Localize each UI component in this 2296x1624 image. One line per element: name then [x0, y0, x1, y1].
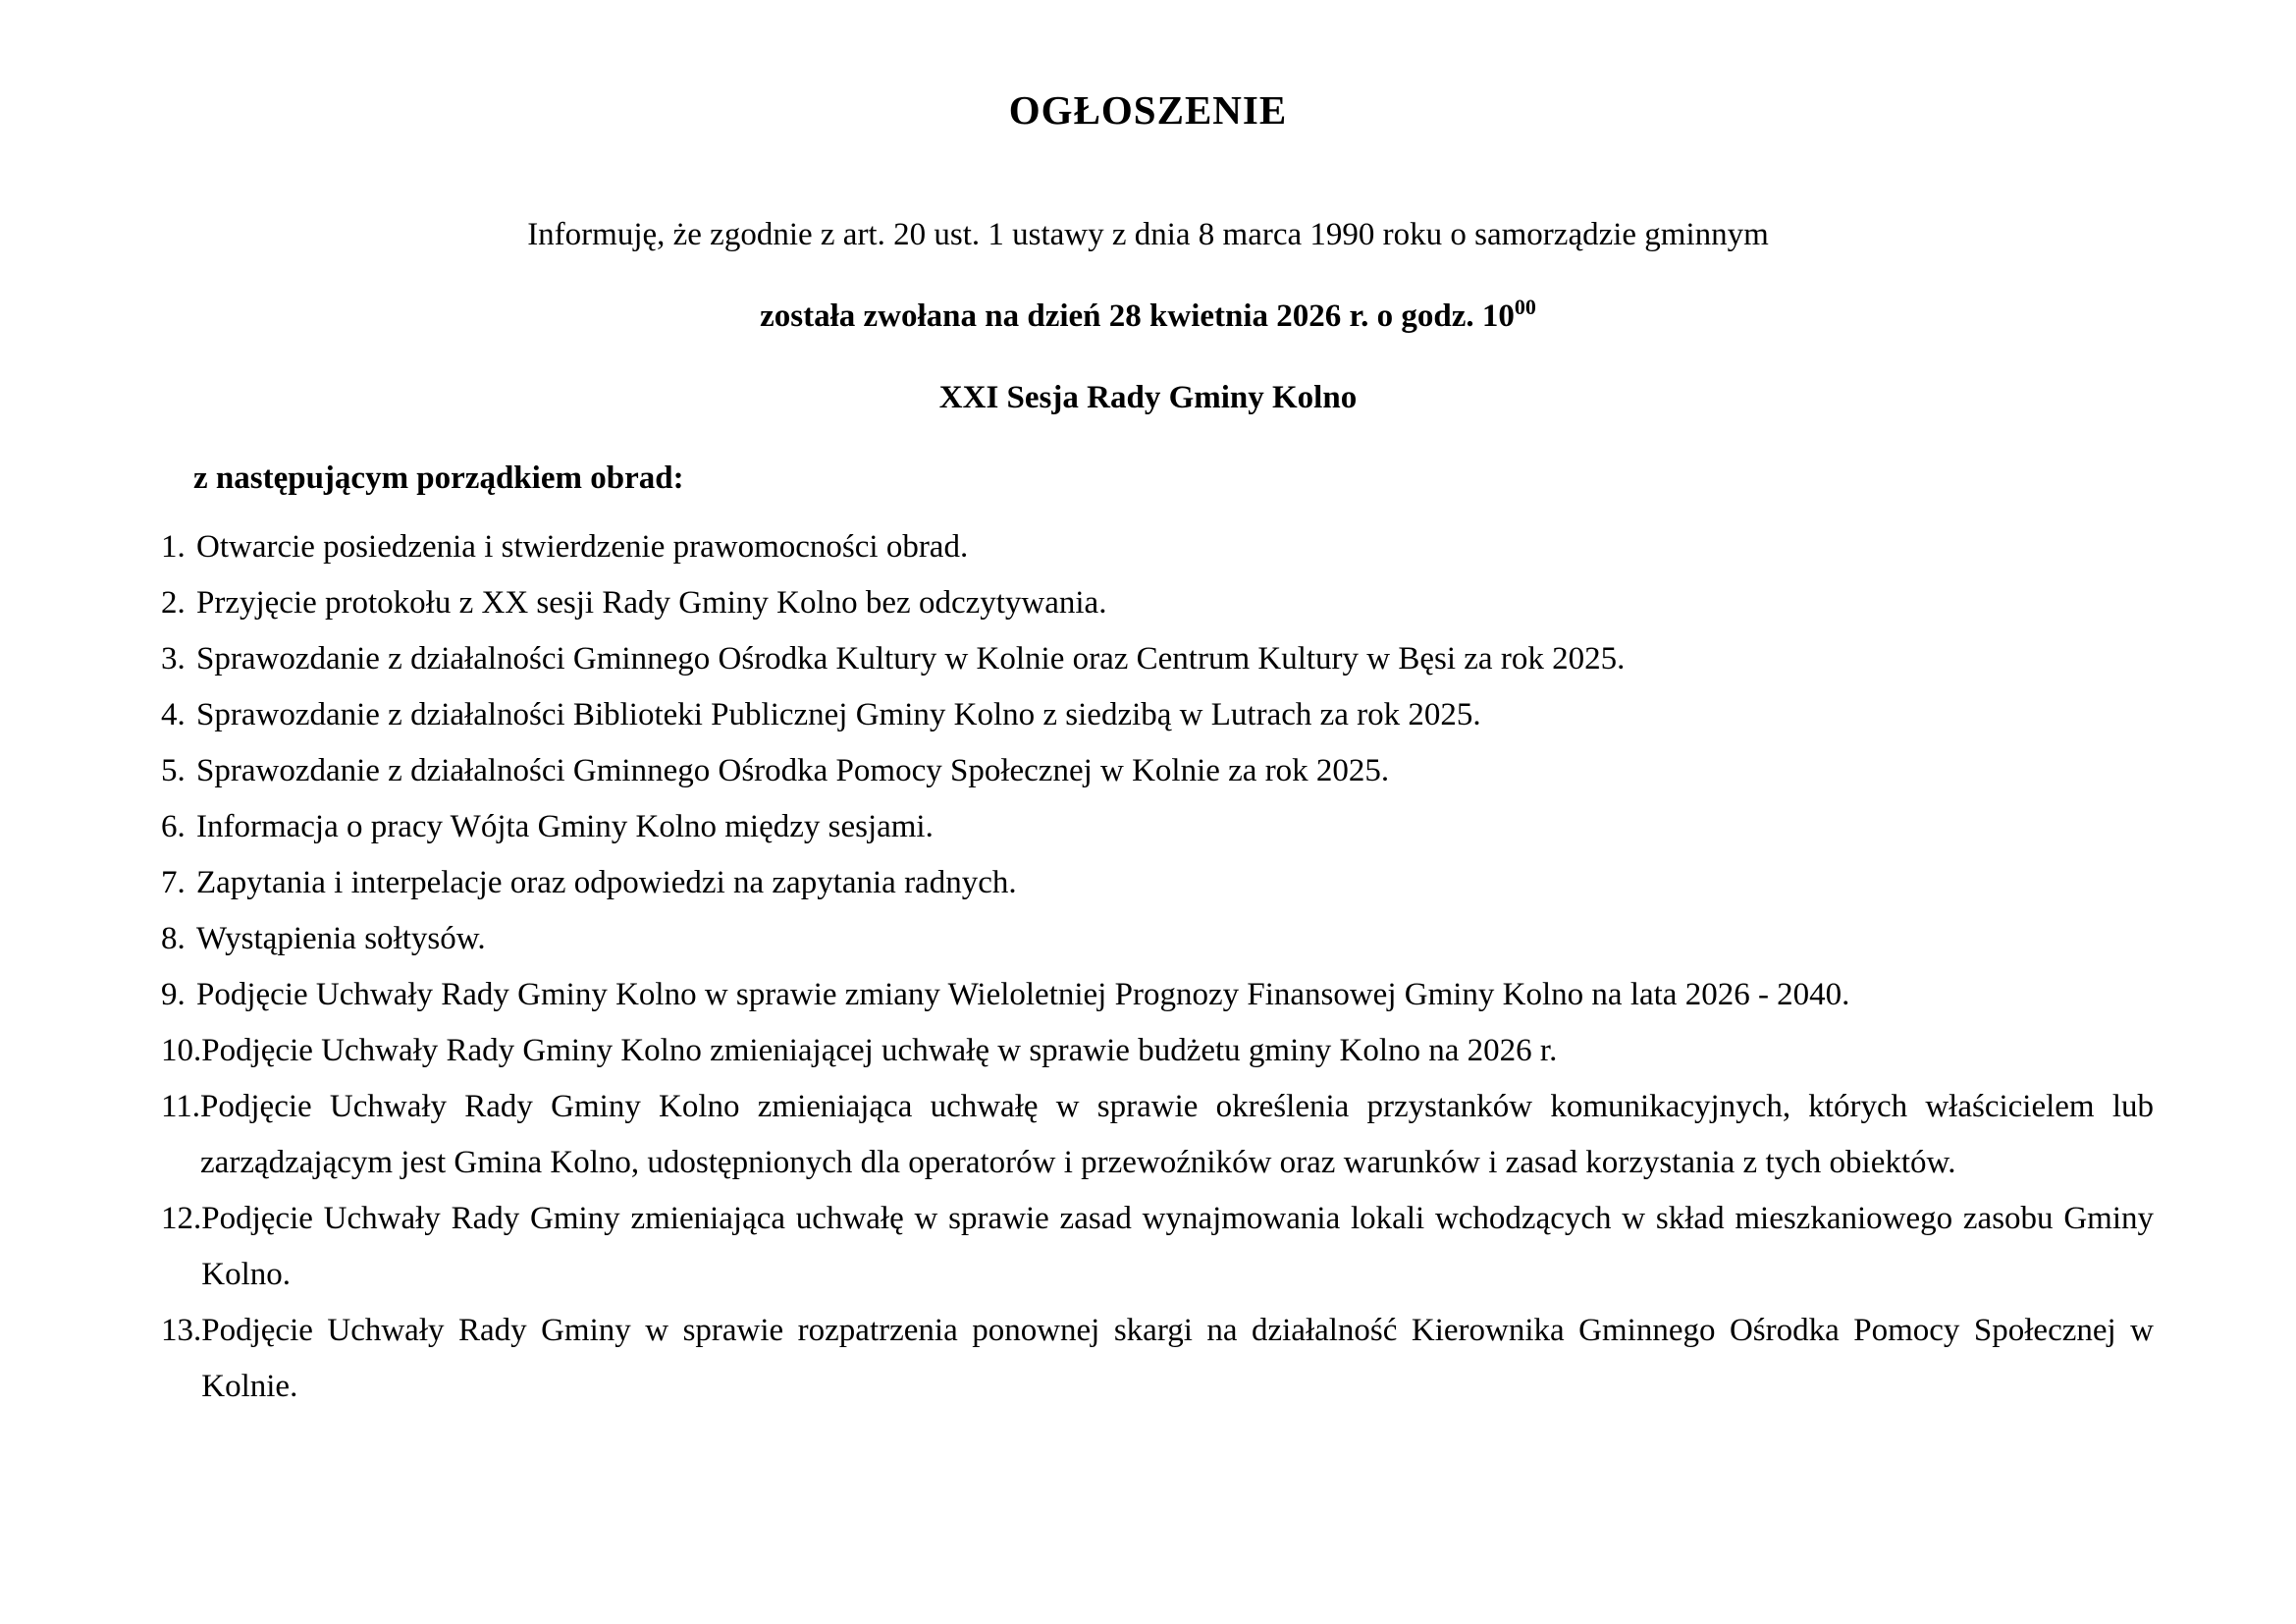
document-title: OGŁOSZENIE: [1008, 87, 1288, 133]
agenda-item-number: 9.: [161, 977, 186, 1012]
agenda-item-number: 3.: [161, 641, 186, 677]
agenda-item: [142, 967, 2154, 1023]
agenda-item-text: Podjęcie Uchwały Rady Gminy zmieniająca uchwałę w sprawie zasad wynajmowania lokali wchodzących w skład mieszkaniowego zasobu Gminy Kolno.: [201, 1201, 2154, 1292]
agenda-item-text: Podjęcie Uchwały Rady Gminy Kolno zmieniającej uchwałę w sprawie budżetu gminy Kolno na 2026 r.: [201, 1033, 1558, 1068]
agenda-item-text: Wystąpienia sołtysów.: [196, 921, 486, 956]
convocation-line: [142, 295, 2154, 334]
agenda-item-number: 6.: [161, 809, 186, 844]
agenda-item-text: Podjęcie Uchwały Rady Gminy w sprawie rozpatrzenia ponownej skargi na działalność Kierownika Gminnego Ośrodka Pomocy Społecznej w Kolnie.: [201, 1313, 2154, 1404]
agenda-item-number: 10.: [161, 1033, 202, 1068]
agenda-item: [142, 687, 2154, 743]
agenda-item: [142, 1023, 2154, 1079]
agenda-item: [142, 743, 2154, 799]
agenda-item-text: Otwarcie posiedzenia i stwierdzenie prawomocności obrad.: [196, 529, 969, 565]
agenda-item: [142, 799, 2154, 855]
agenda-item-number: 11.: [161, 1089, 201, 1124]
session-title: XXI Sesja Rady Gminy Kolno: [938, 380, 1358, 415]
agenda-item: [142, 575, 2154, 631]
agenda-list: [142, 519, 2154, 1415]
agenda-item-number: 4.: [161, 697, 186, 732]
agenda-item-text: Sprawozdanie z działalności Gminnego Ośrodka Pomocy Społecznej w Kolnie za rok 2025.: [196, 753, 1390, 788]
agenda-item-text: Sprawozdanie z działalności Biblioteki Publicznej Gminy Kolno z siedzibą w Lutrach za rok 2025.: [196, 697, 1481, 732]
agenda-item: [142, 1303, 2154, 1415]
agenda-item-text: Sprawozdanie z działalności Gminnego Ośrodka Kultury w Kolnie oraz Centrum Kultury w Bęsi za rok 2025.: [196, 641, 1626, 677]
agenda-item-number: 8.: [161, 921, 186, 956]
agenda-item-number: 2.: [161, 585, 186, 621]
agenda-item: [142, 855, 2154, 911]
agenda-item-number: 13.: [161, 1313, 202, 1348]
agenda-item-number: 7.: [161, 865, 186, 900]
agenda-item: [142, 911, 2154, 967]
agenda-item-text: Podjęcie Uchwały Rady Gminy Kolno zmieniająca uchwałę w sprawie określenia przystanków komunikacyjnych, których właścicielem lub zarządzającym jest Gmina Kolno, udostępnionych dla operatorów i przewoźników oraz warunków i zasad korzystania z tych obiektów.: [200, 1089, 2154, 1180]
convocation-text: została zwołana na dzień 28 kwietnia 2026 r. o godz. 10: [760, 298, 1515, 334]
agenda-item-text: Zapytania i interpelacje oraz odpowiedzi na zapytania radnych.: [196, 865, 1017, 900]
agenda-item-text: Przyjęcie protokołu z XX sesji Rady Gminy Kolno bez odczytywania.: [196, 585, 1107, 621]
agenda-item: [142, 631, 2154, 687]
agenda-heading: z następującym porządkiem obrad:: [193, 460, 684, 496]
agenda-item-text: Informacja o pracy Wójta Gminy Kolno między sesjami.: [196, 809, 934, 844]
convocation-superscript: 00: [1514, 295, 1536, 319]
agenda-item: [142, 1079, 2154, 1191]
agenda-item-number: 1.: [161, 529, 186, 565]
agenda-item-text: Podjęcie Uchwały Rady Gminy Kolno w sprawie zmiany Wieloletniej Prognozy Finansowej Gminy Kolno na lata 2026 - 2040.: [196, 977, 1850, 1012]
agenda-item-number: 5.: [161, 753, 186, 788]
agenda-item-number: 12.: [161, 1201, 202, 1236]
agenda-item: [142, 519, 2154, 575]
intro-paragraph: Informuję, że zgodnie z art. 20 ust. 1 ustawy z dnia 8 marca 1990 roku o samorządzie gminnym: [527, 217, 1769, 252]
agenda-item: [142, 1191, 2154, 1303]
